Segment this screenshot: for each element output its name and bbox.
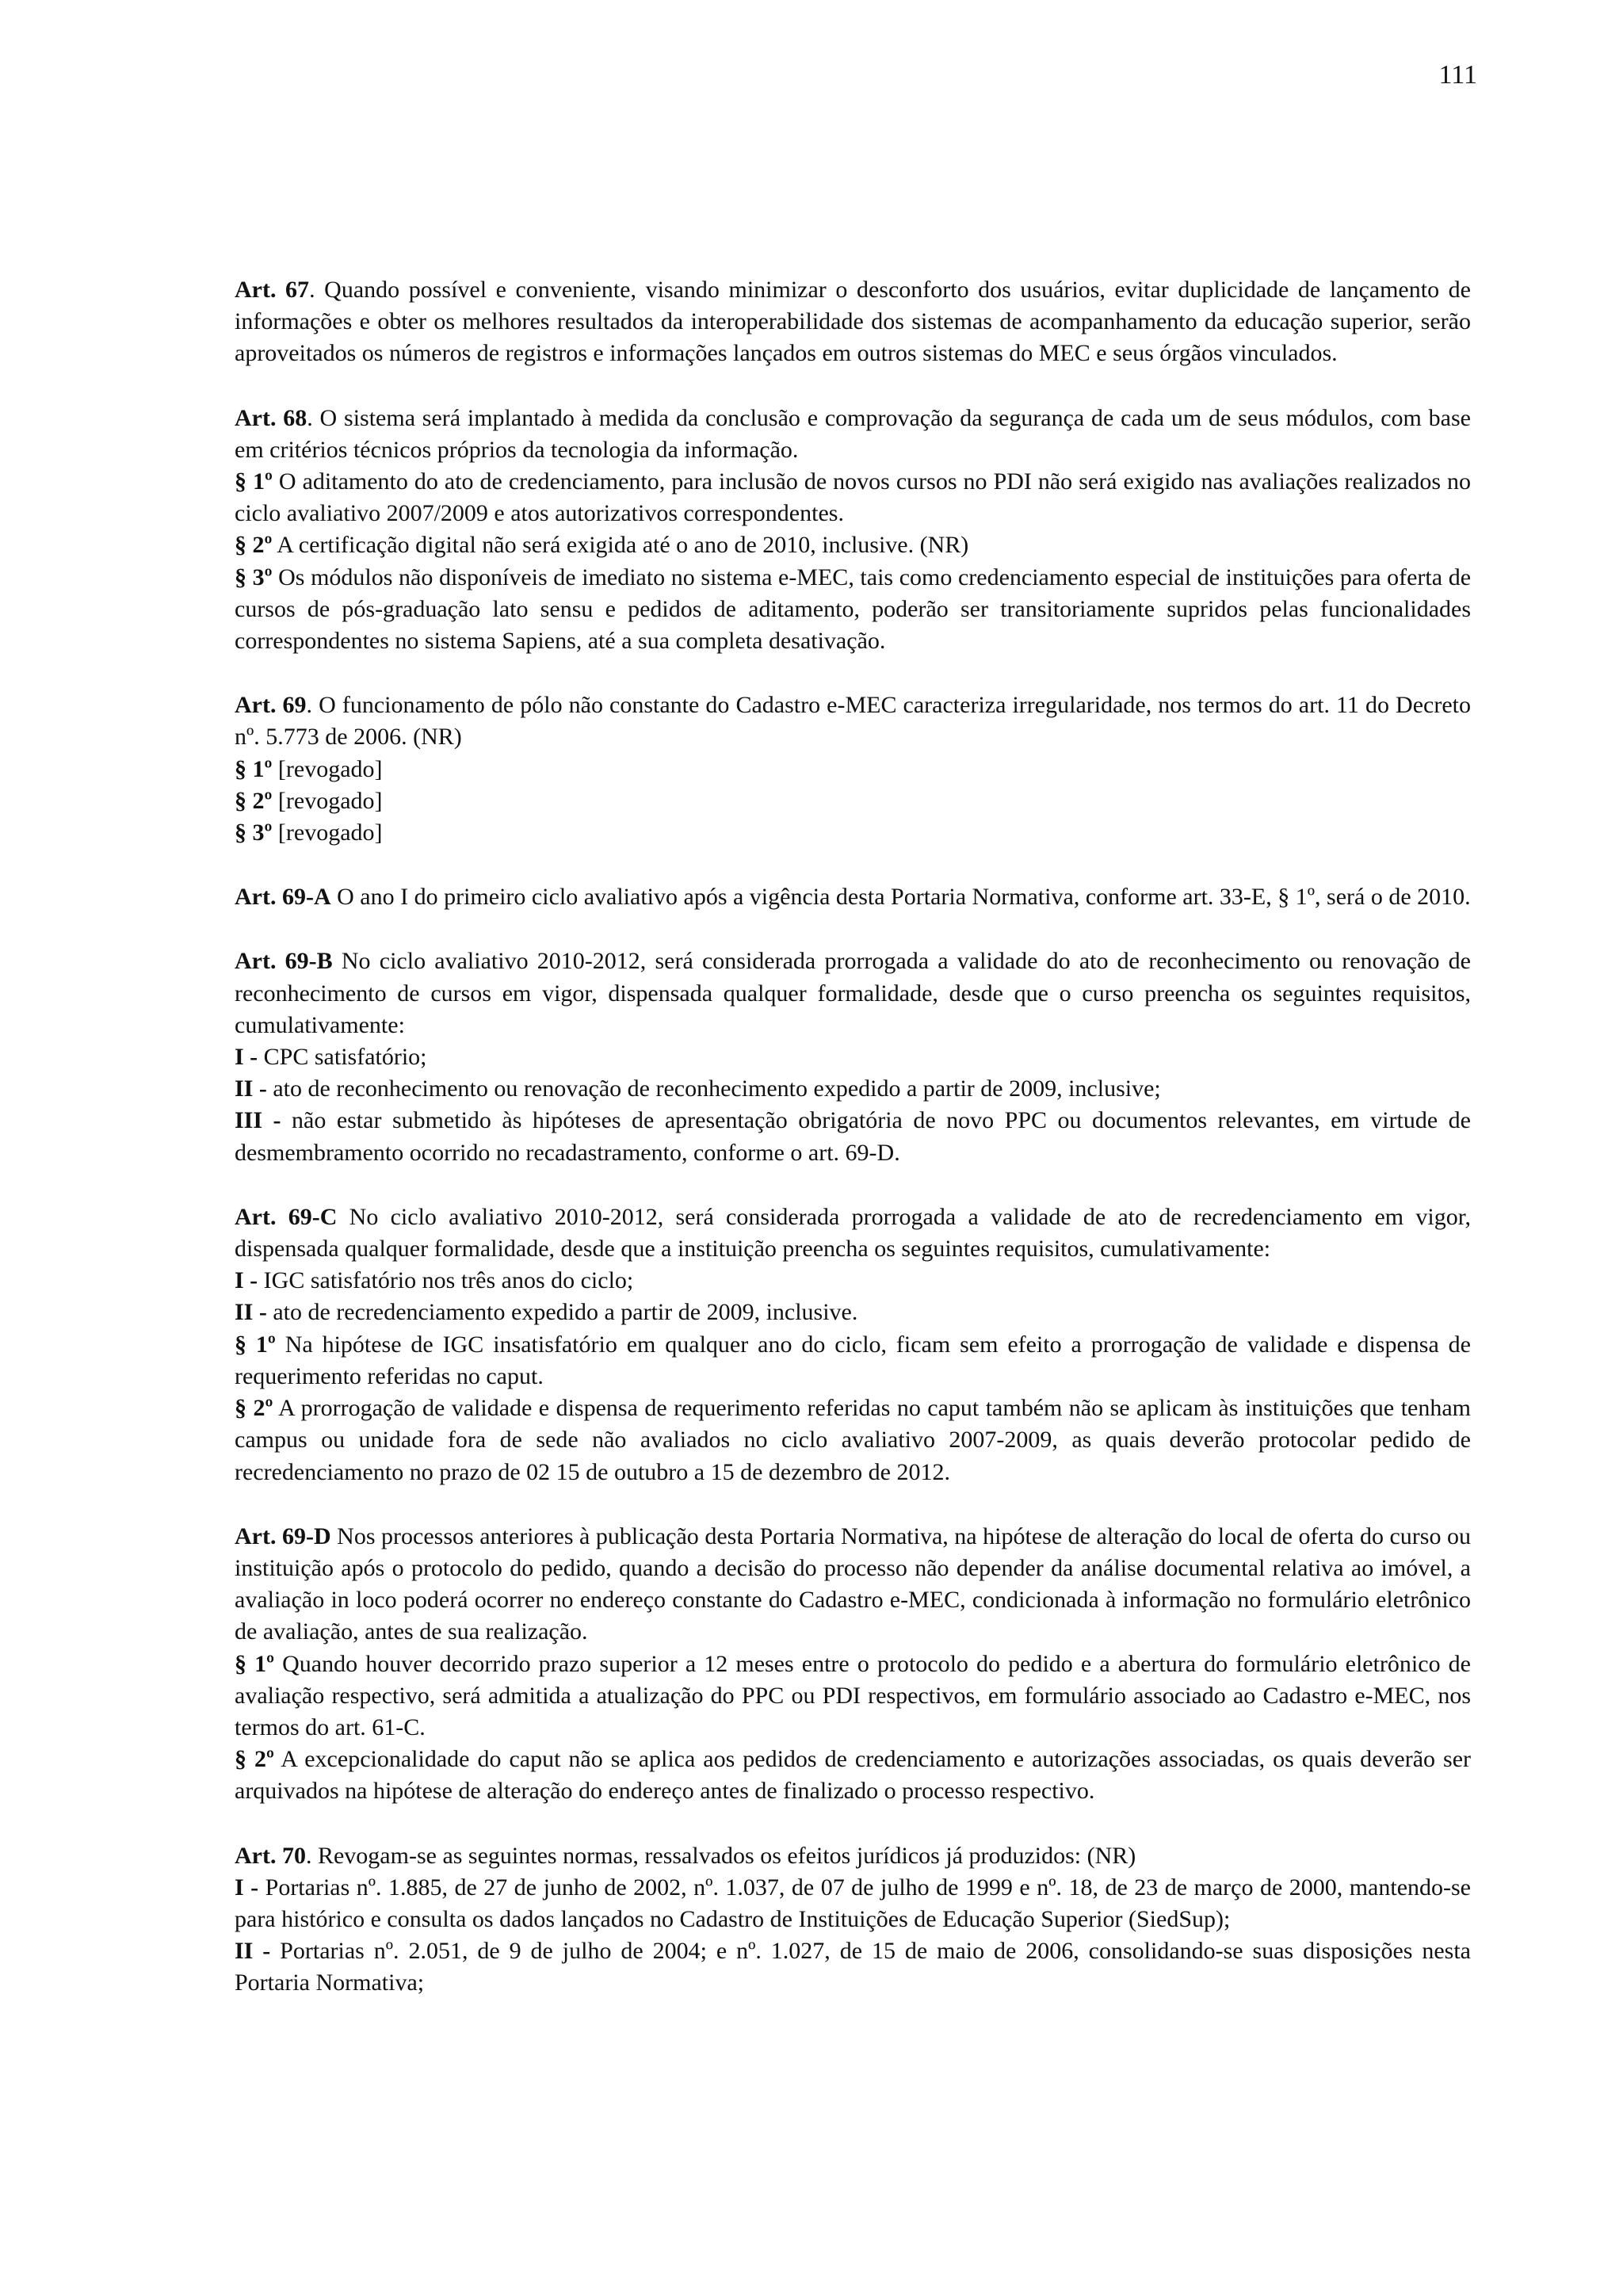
article-paragraph xyxy=(235,403,1471,466)
page-number: 111 xyxy=(1438,60,1477,90)
section-marker: § 2º xyxy=(235,787,273,814)
item-marker: I - xyxy=(235,1874,259,1901)
section-marker: § 2º xyxy=(235,1746,274,1773)
paragraph-text: A certificação digital não será exigida até o ano de 2010, inclusive. (NR) xyxy=(272,532,969,559)
article-paragraph xyxy=(235,690,1471,753)
item-paragraph xyxy=(235,1105,1471,1168)
paragraph-text: Portarias nº. 2.051, de 9 de julho de 2004; e nº. 1.027, de 15 de maio de 2006, consolidando-se suas disposições nesta Portaria Normativa; xyxy=(235,1938,1472,1996)
paragraph-text: ato de recredenciamento expedido a partir de 2009, inclusive. xyxy=(266,1299,858,1326)
paragraph-text: CPC satisfatório; xyxy=(258,1044,427,1071)
item-paragraph xyxy=(235,1073,1471,1105)
article-paragraph xyxy=(235,274,1471,370)
article-paragraph xyxy=(235,1201,1471,1265)
section-paragraph xyxy=(235,1648,1471,1744)
section-paragraph xyxy=(235,1744,1471,1807)
article-heading: Art. 69-A xyxy=(235,884,331,911)
paragraph-text: O ano I do primeiro ciclo avaliativo após a vigência desta Portaria Normativa, conforme art. 33-E, § 1º, será o de 2010. xyxy=(330,884,1471,911)
section-paragraph xyxy=(235,785,1471,817)
section-marker: § 2º xyxy=(235,532,273,559)
paragraph-text: Portarias nº. 1.885, de 27 de junho de 2002, nº. 1.037, de 07 de julho de 1999 e nº. 18, de 23 de março de 2000, mantendo-se para histórico e consulta os dados lançados no Cadastro de Instituições de Educação Superior (SiedSup); xyxy=(235,1874,1471,1932)
section-paragraph xyxy=(235,562,1471,658)
paragraph-text: IGC satisfatório nos três anos do ciclo; xyxy=(258,1267,634,1294)
paragraph-text: . O funcionamento de pólo não constante do Cadastro e-MEC caracteriza irregularidade, nos termos do art. 11 do Decreto nº. 5.773 de 2006. (NR) xyxy=(235,692,1471,751)
article-69 xyxy=(235,690,1471,849)
section-marker: § 3º xyxy=(235,819,273,846)
article-heading: Art. 70 xyxy=(235,1842,306,1869)
section-marker: § 1º xyxy=(235,1650,275,1677)
paragraph-text: ato de reconhecimento ou renovação de reconhecimento expedido a partir de 2009, inclusive; xyxy=(266,1075,1161,1102)
section-paragraph xyxy=(235,1392,1471,1488)
article-69-a xyxy=(235,881,1471,913)
item-marker: II - xyxy=(235,1075,267,1102)
paragraph-text: Os módulos não disponíveis de imediato no sistema e-MEC, tais como credenciamento especial de instituições para oferta de cursos de pós-graduação lato sensu e pedidos de aditamento, poderão ser transitoriamente supridos pelas funcionalidades correspondentes no sistema Sapiens, até a sua completa desativação. xyxy=(235,563,1472,655)
section-marker: § 1º xyxy=(235,755,273,782)
item-paragraph xyxy=(235,1297,1471,1328)
article-heading: Art. 68 xyxy=(235,404,307,431)
section-paragraph xyxy=(235,466,1471,529)
paragraph-text: Na hipótese de IGC insatisfatório em qualquer ano do ciclo, ficam sem efeito a prorrogação de validade e dispensa de requerimento referidas no caput. xyxy=(235,1331,1471,1389)
section-paragraph xyxy=(235,1329,1471,1392)
paragraph-text: Nos processos anteriores à publicação desta Portaria Normativa, na hipótese de alteração do local de oferta do curso ou instituição após o protocolo do pedido, quando a decisão do processo não depender da análise documental relativa ao imóvel, a avaliação in loco poderá ocorrer no endereço constante do Cadastro e-MEC, condicionada à informação no formulário eletrônico de avaliação, antes de sua realização. xyxy=(235,1522,1471,1645)
article-69-d xyxy=(235,1521,1471,1808)
section-paragraph xyxy=(235,754,1471,785)
paragraph-text: . Quando possível e conveniente, visando minimizar o desconforto dos usuários, evitar duplicidade de lançamento de informações e obter os melhores resultados da interoperabilidade dos sistemas de acompanhamento da educação superior, serão aproveitados os números de registros e informações lançados em outros sistemas do MEC e seus órgãos vinculados. xyxy=(235,277,1471,367)
item-paragraph xyxy=(235,1935,1471,1999)
item-marker: II - xyxy=(235,1938,271,1965)
article-paragraph xyxy=(235,1840,1471,1872)
section-marker: § 1º xyxy=(235,1331,276,1358)
paragraph-text: No ciclo avaliativo 2010-2012, será considerada prorrogada a validade do ato de reconhecimento ou renovação de reconhecimento de cursos em vigor, dispensada qualquer formalidade, desde que o curso preencha os seguintes requisitos, cumulativamente: xyxy=(235,948,1471,1038)
article-heading: Art. 69 xyxy=(235,692,307,719)
item-marker: III - xyxy=(235,1107,281,1134)
article-paragraph xyxy=(235,1521,1471,1648)
article-heading: Art. 69-C xyxy=(235,1203,338,1230)
article-paragraph xyxy=(235,881,1471,913)
article-heading: Art. 69-D xyxy=(235,1522,331,1549)
item-paragraph xyxy=(235,1872,1471,1935)
item-marker: II - xyxy=(235,1299,267,1326)
article-heading: Art. 67 xyxy=(235,277,310,303)
article-67 xyxy=(235,274,1471,370)
paragraph-text: . Revogam-se as seguintes normas, ressalvados os efeitos jurídicos já produzidos: (NR) xyxy=(305,1842,1136,1869)
item-paragraph xyxy=(235,1041,1471,1073)
paragraph-text: Quando houver decorrido prazo superior a 12 meses entre o protocolo do pedido e a abertura do formulário eletrônico de avaliação respectivo, será admitida a atualização do PPC ou PDI respectivos, em formulário associado ao Cadastro e-MEC, nos termos do art. 61-C. xyxy=(235,1650,1472,1740)
paragraph-text: A excepcionalidade do caput não se aplica aos pedidos de credenciamento e autorizações associadas, os quais deverão ser arquivados na hipótese de alteração do endereço antes de finalizado o processo respectivo. xyxy=(235,1746,1471,1805)
article-68 xyxy=(235,403,1471,658)
section-marker: § 3º xyxy=(235,563,273,590)
paragraph-text: No ciclo avaliativo 2010-2012, será considerada prorrogada a validade de ato de recredenciamento em vigor, dispensada qualquer formalidade, desde que a instituição preencha os seguintes requisitos, cumulativamente: xyxy=(235,1203,1471,1263)
paragraph-text: [revogado] xyxy=(272,755,383,782)
article-heading: Art. 69-B xyxy=(235,948,333,975)
article-69-b xyxy=(235,946,1471,1168)
paragraph-text: A prorrogação de validade e dispensa de requerimento referidas no caput também não se aplicam às instituições que tenham campus ou unidade fora de sede não avaliados no ciclo avaliativo 2007-2009, as quais deverão protocolar pedido de recredenciamento no prazo de 02 15 de outubro a 15 de dezembro de 2012. xyxy=(235,1395,1471,1485)
paragraph-text: não estar submetido às hipóteses de apresentação obrigatória de novo PPC ou documentos relevantes, em virtude de desmembramento ocorrido no recadastramento, conforme o art. 69-D. xyxy=(235,1107,1471,1166)
item-paragraph xyxy=(235,1265,1471,1297)
paragraph-text: [revogado] xyxy=(272,787,383,814)
section-marker: § 2º xyxy=(235,1395,273,1422)
section-marker: § 1º xyxy=(235,468,273,495)
paragraph-text: . O sistema será implantado à medida da conclusão e comprovação da segurança de cada um de seus módulos, com base em critérios técnicos próprios da tecnologia da informação. xyxy=(235,404,1471,463)
item-marker: I - xyxy=(235,1044,258,1071)
article-70 xyxy=(235,1840,1471,2000)
paragraph-text: [revogado] xyxy=(272,819,383,846)
section-paragraph xyxy=(235,529,1471,561)
article-69-c xyxy=(235,1201,1471,1488)
article-paragraph xyxy=(235,946,1471,1041)
document-body xyxy=(235,274,1471,2032)
item-marker: I - xyxy=(235,1267,258,1294)
paragraph-text: O aditamento do ato de credenciamento, para inclusão de novos cursos no PDI não será exigido nas avaliações realizados no ciclo avaliativo 2007/2009 e atos autorizativos correspondentes. xyxy=(235,468,1472,527)
section-paragraph xyxy=(235,817,1471,849)
